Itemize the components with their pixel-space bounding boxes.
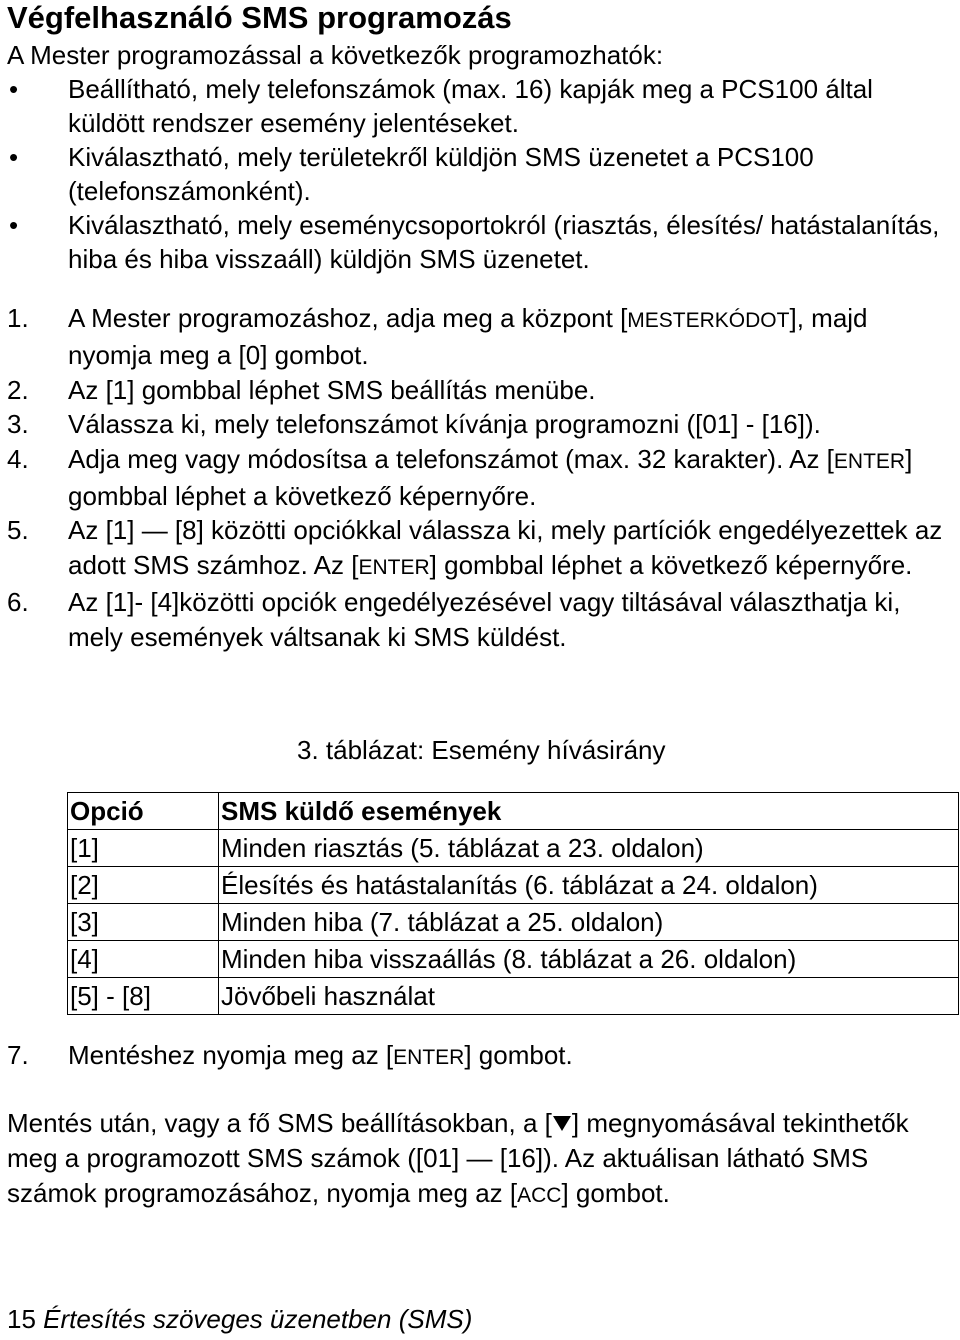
table-caption: 3. táblázat: Esemény hívásirány	[297, 735, 666, 765]
step-text: Az [1] — [8] közötti opciókkal válassza ki, mely partíciók engedélyezettek az adott SMS számhoz. Az [	[68, 515, 943, 580]
step-text: Adja meg vagy módosítsa a telefonszámot (max. 32 karakter). Az [	[68, 443, 834, 474]
event-cell: Minden hiba visszaállás (8. táblázat a 26. oldalon)	[219, 941, 959, 978]
step-item	[7, 513, 952, 585]
step-text: Az [1]- [4]közötti opciók engedélyezésével vagy tiltásával választhatja ki, mely események váltsanak ki SMS küldést.	[68, 587, 901, 652]
step-number: 6.	[7, 587, 29, 618]
column-header: SMS küldő események	[219, 793, 959, 830]
step-text: Az [1] gombbal léphet SMS beállítás menübe.	[68, 374, 596, 405]
option-cell: [3]	[68, 904, 219, 941]
bullet-text: Beállítható, mely telefonszámok (max. 16) kapják meg a PCS100 által küldött rendszer esemény jelentéseket.	[68, 74, 873, 138]
bullet-item	[7, 208, 952, 276]
option-cell: [5] - [8]	[68, 978, 219, 1015]
down-triangle-icon	[553, 1116, 571, 1131]
section-title: Értesítés szöveges üzenetben (SMS)	[43, 1304, 473, 1334]
column-header: Opció	[68, 793, 219, 830]
key-name: MESTERKÓDOT	[627, 309, 790, 332]
key-name: ACC	[517, 1184, 562, 1207]
step-text: ] gombbal léphet a következő képernyőre.	[68, 443, 913, 512]
bullet-dot-icon: •	[9, 74, 19, 104]
feature-bullet-list	[7, 72, 952, 276]
event-table	[67, 792, 959, 1015]
step-number: 3.	[7, 409, 29, 440]
step-text: ] gombot.	[464, 1040, 573, 1070]
key-name: ENTER	[833, 449, 906, 473]
page-title: Végfelhasználó SMS programozás	[7, 0, 512, 35]
step-text: ], majd nyomja meg a [0] gombot.	[68, 303, 868, 371]
table-row	[68, 830, 959, 867]
bullet-text: Kiválasztható, mely területekről küldjön SMS üzenetet a PCS100 (telefonszámonként).	[68, 142, 814, 206]
step-item	[7, 442, 952, 514]
step-list	[7, 301, 952, 654]
paragraph-text: ] megnyomásával tekinthetők meg a programozott SMS számok ([01] — [16]). Az aktuálisan látható SMS számok programozásához, nyomja meg az [	[7, 1108, 909, 1208]
event-cell: Minden riasztás (5. táblázat a 23. oldalon)	[219, 830, 959, 867]
step-text: Válassza ki, mely telefonszámot kívánja programozni ([01] - [16]).	[68, 409, 821, 440]
step-item	[7, 1038, 952, 1075]
step-number: 5.	[7, 515, 29, 546]
option-cell: [1]	[68, 830, 219, 867]
bullet-item	[7, 140, 952, 208]
table-row	[68, 867, 959, 904]
table-row	[68, 978, 959, 1015]
table-row	[68, 904, 959, 941]
step-item	[7, 301, 952, 373]
step-text: Mentéshez nyomja meg az [	[68, 1040, 394, 1070]
event-cell: Jövőbeli használat	[219, 978, 959, 1015]
page-number: 15	[7, 1304, 36, 1334]
step-text: A Mester programozáshoz, adja meg a központ [	[68, 303, 628, 333]
step-number: 7.	[7, 1040, 29, 1070]
closing-paragraph	[7, 1106, 952, 1213]
table-row	[68, 941, 959, 978]
step-text: ] gombbal léphet a következő képernyőre.	[429, 549, 913, 580]
step-number: 1.	[7, 303, 29, 333]
key-name: ENTER	[393, 1046, 465, 1069]
bullet-dot-icon: •	[9, 210, 19, 240]
step-item	[7, 373, 952, 407]
page-footer	[7, 1303, 472, 1335]
event-cell: Élesítés és hatástalanítás (6. táblázat a 24. oldalon)	[219, 867, 959, 904]
step-number: 4.	[7, 443, 29, 474]
table-header-row	[68, 793, 959, 830]
option-cell: [4]	[68, 941, 219, 978]
key-name: ENTER	[358, 555, 430, 579]
option-cell: [2]	[68, 867, 219, 904]
paragraph-text: ] gombot.	[561, 1178, 670, 1208]
event-cell: Minden hiba (7. táblázat a 25. oldalon)	[219, 904, 959, 941]
bullet-text: Kiválasztható, mely eseménycsoportokról (riasztás, élesítés/ hatástalanítás, hiba és hiba visszaáll) küldjön SMS üzenetet.	[68, 210, 940, 274]
bullet-dot-icon: •	[9, 142, 19, 172]
bullet-item	[7, 72, 952, 140]
intro-text: A Mester programozással a következők programozhatók:	[7, 40, 664, 70]
paragraph-text: Mentés után, vagy a fő SMS beállításokban, a [	[7, 1108, 552, 1138]
step-number: 2.	[7, 374, 29, 405]
step-item	[7, 407, 952, 441]
step-item	[7, 585, 952, 654]
